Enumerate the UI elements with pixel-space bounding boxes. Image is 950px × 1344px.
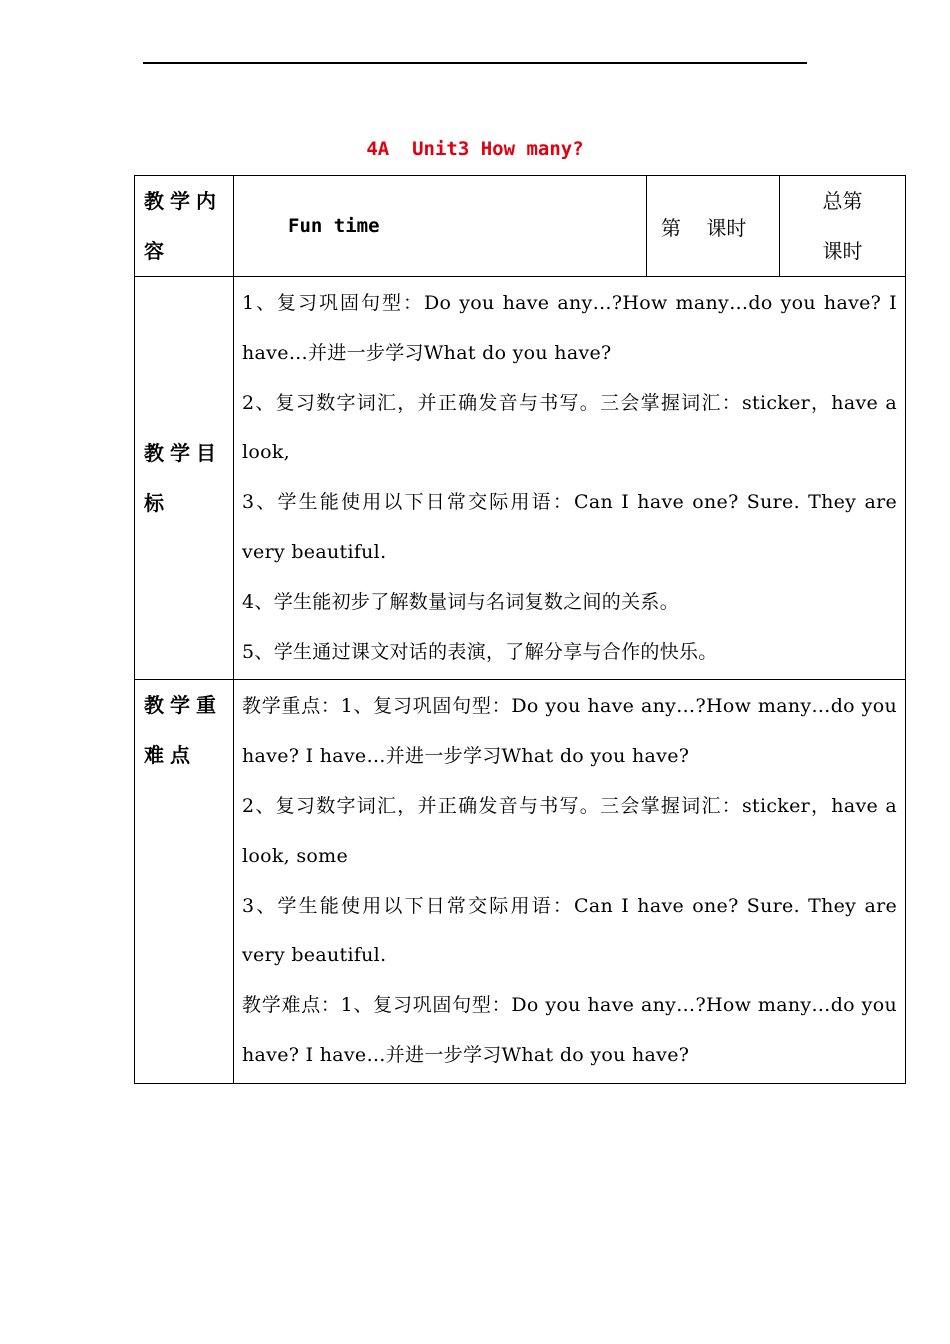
keypoint-item: 2、复习数字词汇，并正确发音与书写。三会掌握词汇：sticker，have a look, some <box>242 794 897 867</box>
content-value: Fun time <box>234 176 647 277</box>
keypoint-item: 3、学生能使用以下日常交际用语：Can I have one? Sure. They are very beautiful. <box>242 894 897 967</box>
total-lesson-cell <box>780 176 906 277</box>
total-label-line1: 总第 <box>822 189 863 213</box>
keypoints-label: 教学重难点 <box>135 680 234 1083</box>
objective-item: 1、复习巩固句型：Do you have any…?How many…do you have? I have…并进一步学习What do you have? <box>242 292 897 364</box>
table-row-objectives <box>135 277 906 680</box>
lesson-label: 第 课时 <box>647 176 780 277</box>
header-rule <box>143 62 807 64</box>
objectives-label: 教学目标 <box>135 277 234 680</box>
content-label: 教学内容 <box>135 176 234 277</box>
objective-item: 3、学生能使用以下日常交际用语：Can I have one? Sure. They are very beautiful. <box>242 491 897 563</box>
keypoints-cell <box>234 680 906 1083</box>
table-row-keypoints <box>135 680 906 1083</box>
total-label-line2: 课时 <box>822 239 863 263</box>
keypoint-item: 教学重点：1、复习巩固句型：Do you have any…?How many…do you have? I have…并进一步学习What do you have? <box>242 695 897 768</box>
keypoint-item: 教学难点：1、复习巩固句型：Do you have any…?How many…do you have? I have…并进一步学习What do you have? <box>242 994 897 1066</box>
lesson-plan-table <box>134 175 906 1084</box>
objectives-cell <box>234 277 906 680</box>
objective-item: 4、学生能初步了解数量词与名词复数之间的关系。 <box>242 590 679 613</box>
objective-item: 5、学生通过课文对话的表演，了解分享与合作的快乐。 <box>242 640 718 663</box>
document-title: 4A Unit3 How many? <box>366 138 584 160</box>
objective-item: 2、复习数字词汇，并正确发音与书写。三会掌握词汇：sticker，have a look, <box>242 391 897 464</box>
table-row-content <box>135 176 906 277</box>
